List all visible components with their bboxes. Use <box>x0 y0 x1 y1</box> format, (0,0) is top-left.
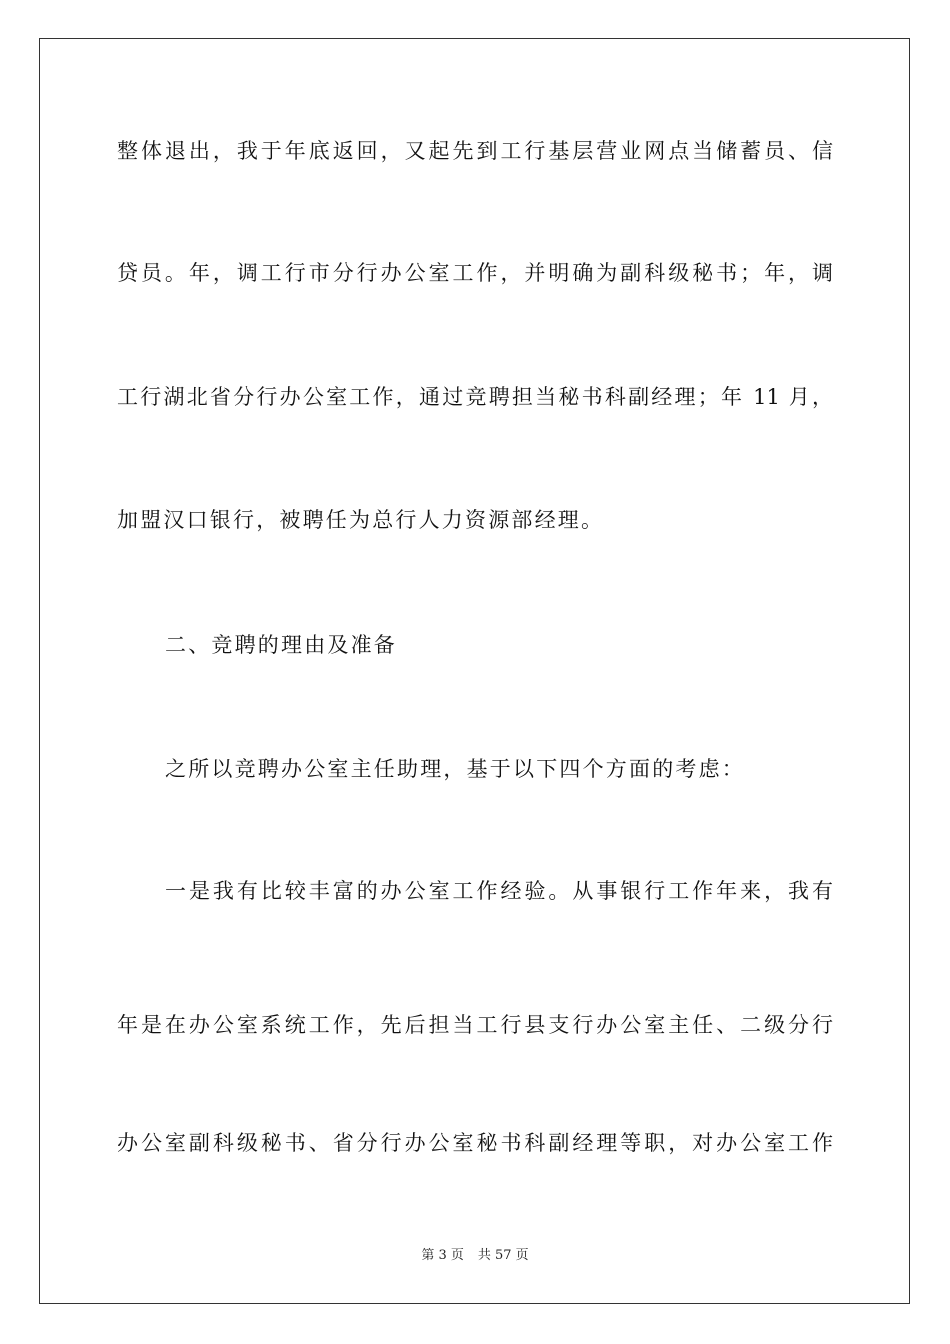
body-line-5: 之所以竞聘办公室主任助理，基于以下四个方面的考虑： <box>165 757 745 781</box>
body-line-8: 办公室副科级秘书、省分行办公室秘书科副经理等职，对办公室工作 <box>117 1131 833 1155</box>
page-number: 第 3 页 <box>421 1248 464 1263</box>
page-footer <box>0 1247 950 1265</box>
body-line-3: 工行湖北省分行办公室工作，通过竞聘担当秘书科副经理；年 11 月， <box>117 385 833 409</box>
page-frame <box>39 38 910 1304</box>
body-line-4: 加盟汉口银行，被聘任为总行人力资源部经理。 <box>117 508 605 532</box>
body-line-6: 一是我有比较丰富的办公室工作经验。从事银行工作年来，我有 <box>165 879 833 903</box>
body-line-1: 整体退出，我于年底返回，又起先到工行基层营业网点当储蓄员、信 <box>117 139 833 163</box>
total-pages: 共 57 页 <box>477 1248 529 1263</box>
section-heading: 二、竞聘的理由及准备 <box>165 633 397 657</box>
body-line-7: 年是在办公室系统工作，先后担当工行县支行办公室主任、二级分行 <box>117 1013 833 1037</box>
body-line-2: 贷员。年，调工行市分行办公室工作，并明确为副科级秘书；年，调 <box>117 261 833 285</box>
